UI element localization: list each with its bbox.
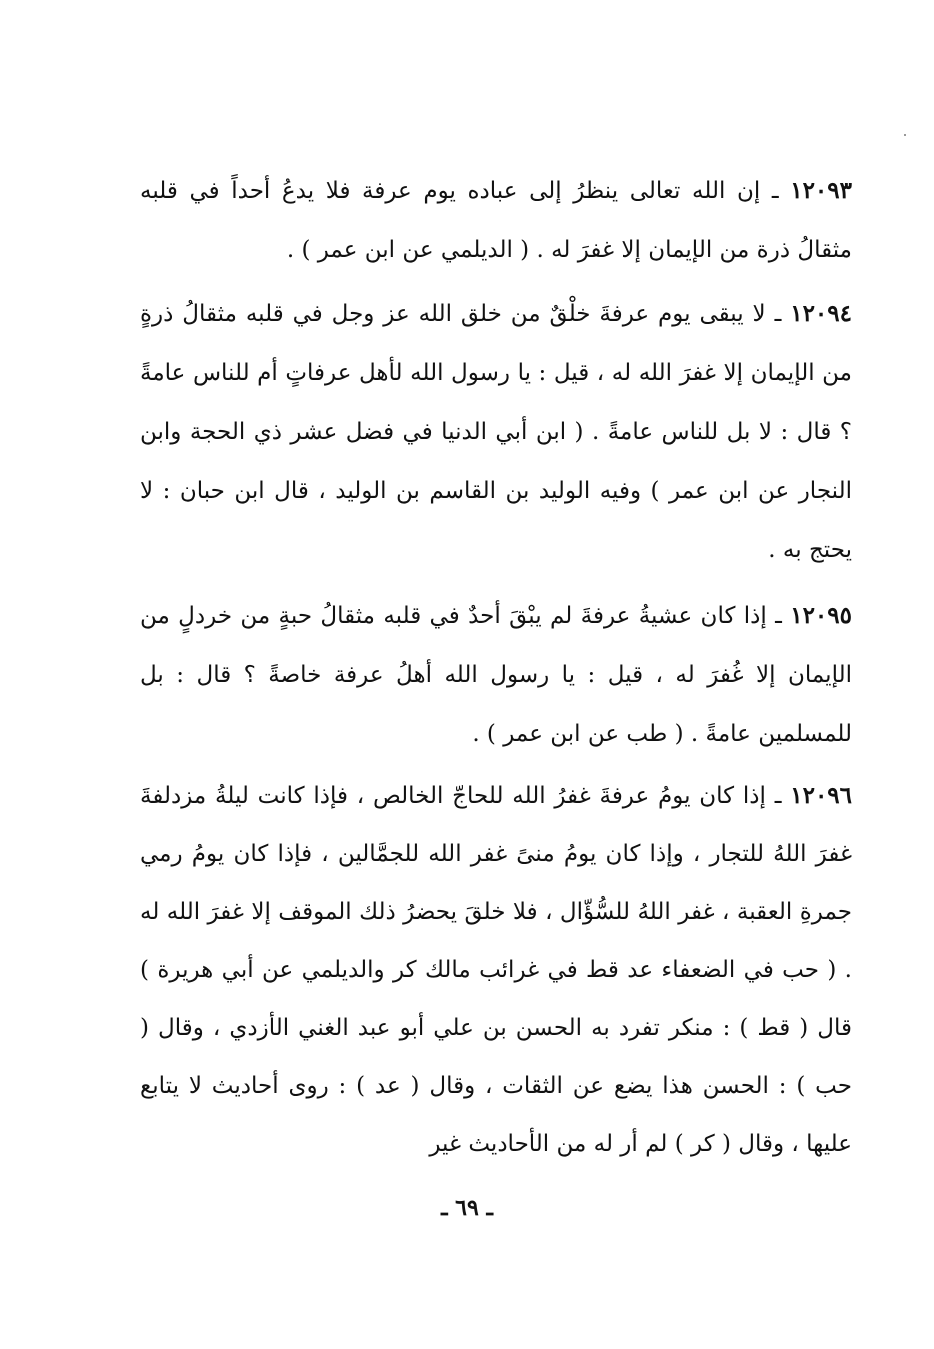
entry-text: إذا كان عشيةُ عرفةَ لم يبْقَ أحدٌ في قلبه مثقالُ حبةٍ من خردلٍ من الإيمان إلا غُفرَ له ، قيل : يا رسول الله أهلُ عرفة خاصةً ؟ قال : بل للمسلمين عامةً . ( طب عن ابن عمر ) . bbox=[140, 603, 852, 747]
page-number: ـ ٦٩ ـ bbox=[441, 1195, 493, 1221]
entry-separator: ـ bbox=[774, 301, 782, 327]
hadith-entry-12095 bbox=[140, 586, 852, 764]
hadith-entry-12094 bbox=[140, 284, 852, 580]
entry-number: ١٢٠٩٣ bbox=[790, 177, 852, 204]
entry-number: ١٢٠٩٦ bbox=[790, 782, 853, 809]
hadith-entry-12096 bbox=[140, 767, 852, 1173]
entry-text: لا يبقى يوم عرفةَ خلْقٌ من خلق الله عز وجل في قلبه مثقالُ ذرةٍ من الإيمان إلا غفرَ الله له ، قيل : يا رسول الله لأهل عرفاتٍ أم للناس عامةً ؟ قال : لا بل للناس عامةً . ( ابن أبي الدنيا في فضل عشر ذي الحجة وابن النجار عن ابن عمر ) وفيه الوليد بن القاسم بن الوليد ، قال ابن حبان : لا يحتج به . bbox=[140, 301, 852, 563]
entry-number: ١٢٠٩٤ bbox=[790, 300, 852, 327]
hadith-entry-12093 bbox=[140, 161, 852, 280]
entry-separator: ـ bbox=[774, 783, 782, 809]
scan-mark bbox=[904, 134, 906, 136]
entry-number: ١٢٠٩٥ bbox=[790, 602, 852, 629]
entry-text: إن الله تعالى ينظرُ إلى عباده يوم عرفة فلا يدعُ أحداً في قلبه مثقالُ ذرة من الإيمان إلا غفرَ له . ( الديلمي عن ابن عمر ) . bbox=[140, 178, 852, 263]
entry-text: إذا كان يومُ عرفةَ غفرُ الله للحاجّ الخالص ، فإذا كانت ليلةُ مزدلفةَ غفرَ اللهُ للتجار ، وإذا كان يومُ منىً غفر الله للجمَّالين ، فإذا كان يومُ رمي جمرةِ العقبة ، غفر اللهُ للسُّؤّال ، فلا خلقَ يحضرُ ذلك الموقف إلا غفرَ الله له . ( حب في الضعفاء عد قط في غرائب مالك كر والديلمي عن أبي هريرة ) قال ( قط ) : منكر تفرد به الحسن بن علي أبو عبد الغني الأزدي ، وقال ( حب ) : الحسن هذا يضع عن الثقات ، وقال ( عد ) : روى أحاديث لا يتابع عليها ، وقال ( كر ) لم أر له من الأحاديث غير bbox=[140, 783, 852, 1157]
entry-separator: ـ bbox=[775, 603, 782, 629]
entry-separator: ـ bbox=[771, 178, 779, 204]
